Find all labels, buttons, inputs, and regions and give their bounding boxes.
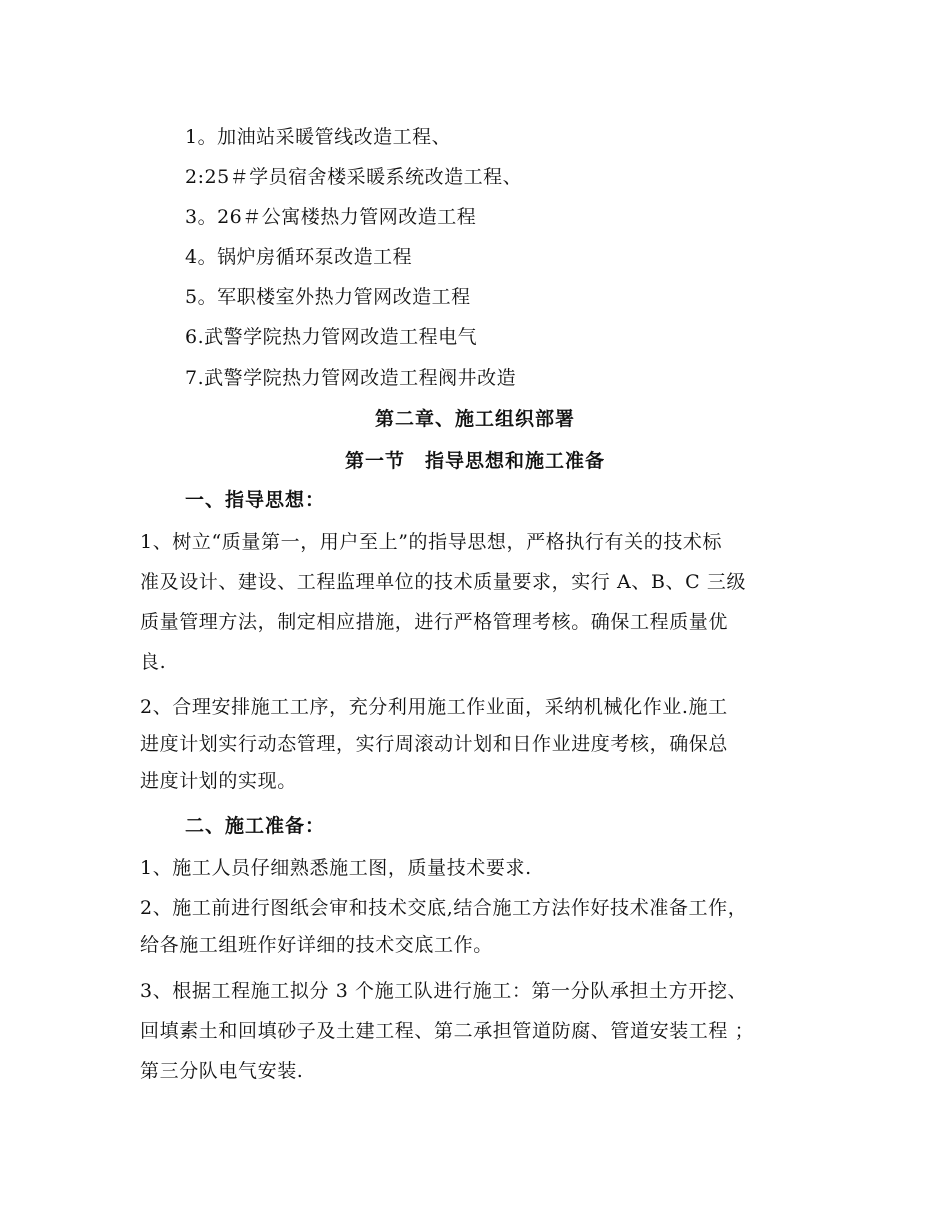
project-item-2: 2:25＃学员宿舍楼采暖系统改造工程、 [185, 166, 523, 188]
section-title: 第一节 指导思想和施工准备 [344, 450, 605, 472]
text-line: 2、合理安排施工工序，充分利用施工作业面，采纳机械化作业.施工 [140, 696, 728, 718]
text-line: 准及设计、建设、工程监理单位的技术质量要求，实行 A、B、C 三级 [140, 571, 747, 593]
project-item-7: 7.武警学院热力管网改造工程阀井改造 [185, 367, 517, 389]
preparation-paragraph-2 [140, 896, 812, 970]
preparation-paragraph-1 [140, 856, 812, 896]
text-line: 第三分队电气安装. [140, 1060, 304, 1082]
chapter-title: 第二章、施工组织部署 [374, 408, 575, 430]
guiding-paragraph-1 [140, 530, 812, 690]
text-line: 进度计划的实现。 [140, 770, 297, 792]
text-line: 2、施工前进行图纸会审和技术交底,结合施工方法作好技术准备工作， [140, 897, 748, 919]
text-line: 给各施工组班作好详细的技术交底工作。 [140, 934, 493, 956]
guiding-paragraph-2 [140, 695, 812, 806]
project-item-1: 1。加油站采暖管线改造工程、 [185, 126, 452, 148]
text-line: 3、根据工程施工拟分 3 个施工队进行施工：第一分队承担土方开挖、 [140, 980, 748, 1002]
text-line: 1、施工人员仔细熟悉施工图，质量技术要求. [140, 857, 532, 879]
project-item-6: 6.武警学院热力管网改造工程电气 [185, 326, 478, 348]
project-item-4: 4。锅炉房循环泵改造工程 [185, 246, 413, 268]
guiding-heading: 一、指导思想： [185, 489, 326, 511]
text-line: 进度计划实行动态管理，实行周滚动计划和日作业进度考核，确保总 [140, 733, 729, 755]
preparation-paragraph-3 [140, 979, 812, 1099]
text-line: 质量管理方法，制定相应措施，进行严格管理考核。确保工程质量优 [140, 611, 729, 633]
project-item-5: 5。军职楼室外热力管网改造工程 [185, 286, 471, 308]
text-line: 1、树立“质量第一，用户至上”的指导思想，严格执行有关的技术标 [140, 531, 723, 553]
preparation-heading: 二、施工准备： [185, 815, 326, 837]
text-line: 良. [140, 651, 167, 673]
text-line: 回填素土和回填砂子及土建工程、第二承担管道防腐、管道安装工程 ； [140, 1020, 755, 1042]
project-item-3: 3。26＃公寓楼热力管网改造工程 [185, 206, 477, 228]
